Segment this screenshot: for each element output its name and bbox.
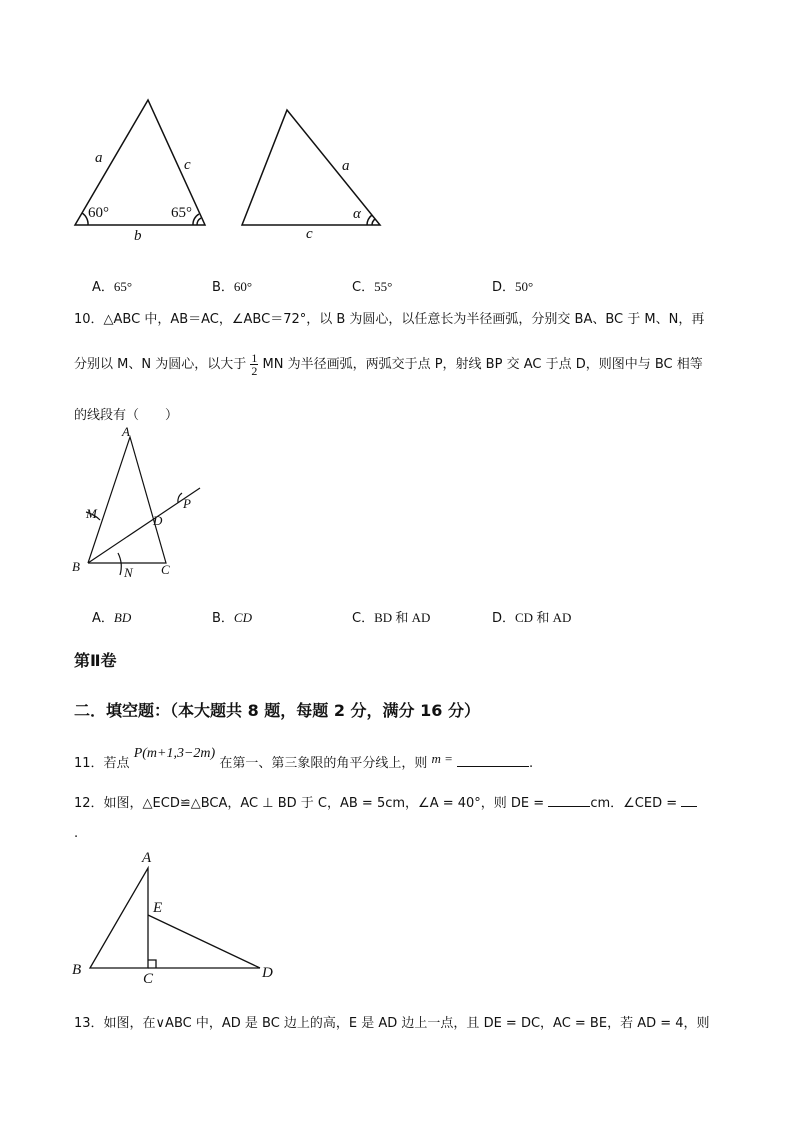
q10-line1: 10．△ABC 中，AB＝AC，∠ABC＝72°，以 B 为圆心，以任意长为半径画弧，分别交 BA、BC 于 M、N，再 bbox=[74, 312, 705, 327]
tri1-label-c: c bbox=[184, 157, 191, 173]
q10-label-d: D bbox=[153, 513, 163, 528]
q12-angle-blank[interactable] bbox=[681, 806, 697, 807]
tri1-angle-right: 65° bbox=[171, 205, 192, 221]
tri1-label-a: a bbox=[95, 150, 103, 166]
fraction-half: $\frac{1}{2}$ bbox=[251, 351, 258, 378]
tri1-angle-left: 60° bbox=[88, 205, 109, 221]
q10-label-a: A bbox=[122, 424, 130, 439]
q10-label-c: C bbox=[161, 562, 170, 577]
q10-label-n: N bbox=[124, 565, 133, 580]
q12-label-c: C bbox=[143, 971, 154, 987]
q12-line1: 12．如图，△ECD≌△BCA，AC ⊥ BD 于 C，AB = 5cm，∠A = 40°，则 DE = cm．∠CED = bbox=[74, 792, 697, 811]
q11-answer-blank[interactable] bbox=[457, 766, 529, 767]
q10-figure bbox=[70, 425, 220, 585]
q11-line: 11．若点 P(m+1,3−2m) 在第一、第三象限的角平分线上，则 m = . bbox=[74, 746, 534, 771]
tri2-label-a: a bbox=[342, 158, 350, 174]
q11-point: P(m+1,3−2m) bbox=[133, 746, 216, 761]
q10-line2: 分别以 M、N 为圆心，以大于 $\frac{1}{2}$ MN 为半径画弧，两弧交于点 P，射线 BP 交 AC 于点 D，则图中与 BC 相等 bbox=[74, 351, 703, 378]
q10-label-m: M bbox=[86, 506, 97, 521]
part2-title: 二．填空题：（本大题共 8 题，每题 2 分，满分 16 分） bbox=[74, 701, 480, 720]
q12-line2: . bbox=[74, 826, 79, 841]
q10-option-a: A．BD bbox=[92, 610, 132, 626]
q10-label-p: P bbox=[183, 496, 191, 511]
q10-option-b: B．CD bbox=[212, 610, 252, 626]
q13-line1: 13．如图，在∨ABC 中，AD 是 BC 边上的高，E 是 AD 边上一点，且 DE = DC，AC = BE，若 AD = 4，则 bbox=[74, 1016, 710, 1031]
q12-label-e: E bbox=[153, 900, 163, 916]
q9-option-a: A．65° bbox=[92, 279, 133, 295]
q9-option-d: D．50° bbox=[492, 279, 534, 295]
tri1-label-b: b bbox=[134, 228, 142, 244]
q9-option-c: C．55° bbox=[352, 279, 393, 295]
section-title: 第Ⅱ卷 bbox=[74, 651, 117, 670]
q10-option-c: C．BD 和 AD bbox=[352, 610, 431, 626]
q12-de-blank[interactable] bbox=[548, 806, 590, 807]
tri2-label-alpha: α bbox=[353, 206, 361, 222]
q10-option-d: D．CD 和 AD bbox=[492, 610, 572, 626]
q12-figure bbox=[80, 860, 280, 980]
q9-option-b: B．60° bbox=[212, 279, 253, 295]
q10-label-b: B bbox=[72, 559, 80, 574]
q12-label-a: A bbox=[142, 850, 152, 866]
q12-label-b: B bbox=[72, 962, 82, 978]
tri2-label-c: c bbox=[306, 226, 313, 242]
q10-line3: 的线段有（ ） bbox=[74, 408, 179, 423]
q12-label-d: D bbox=[262, 965, 273, 981]
